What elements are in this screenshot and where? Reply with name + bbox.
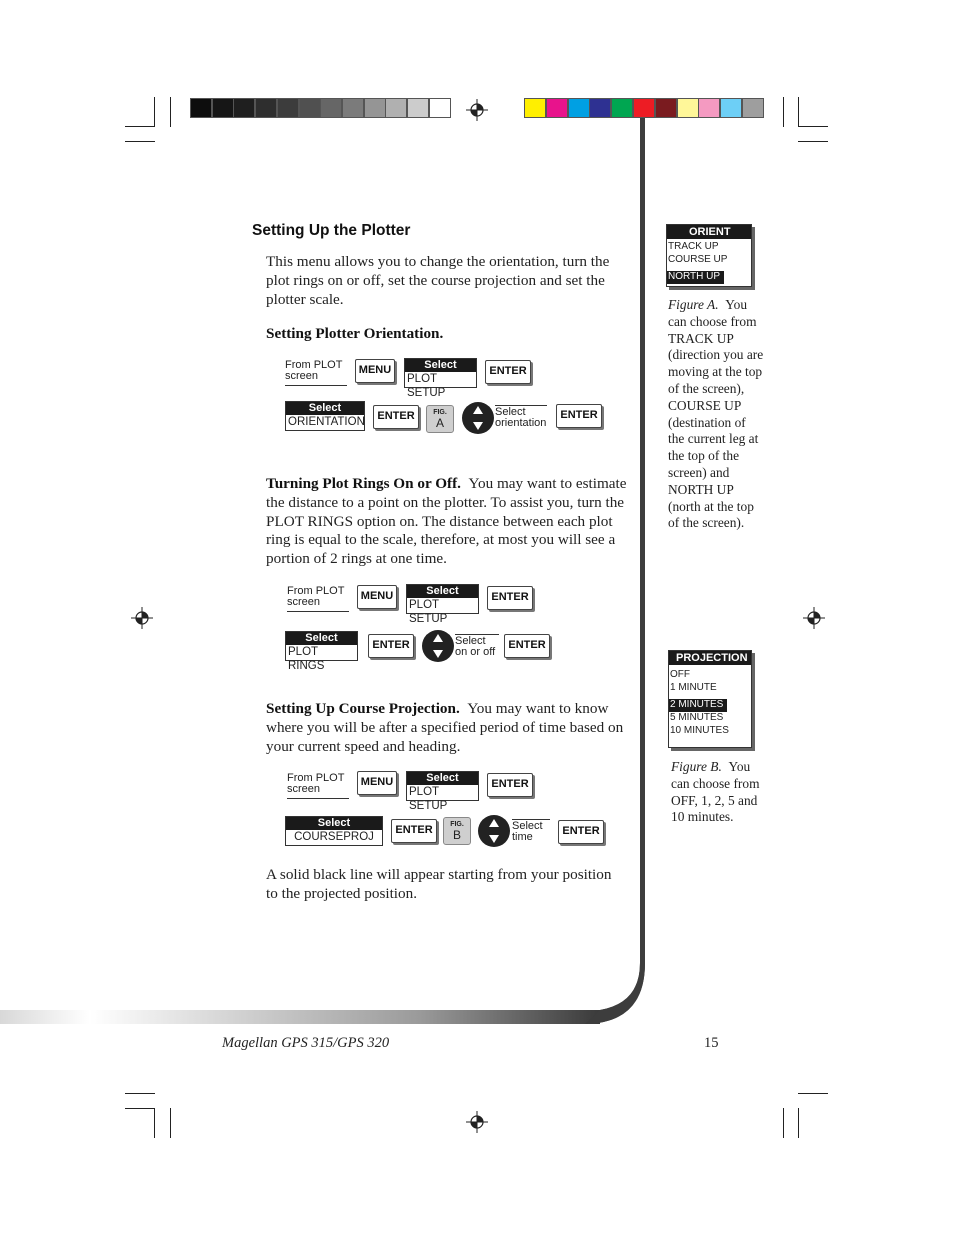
from-plot-label: From PLOT screen xyxy=(287,773,349,799)
orient-item: COURSE UP xyxy=(668,253,728,265)
menu-button[interactable]: MENU xyxy=(357,585,397,609)
plot-setup-option: PLOT SETUP xyxy=(409,599,448,625)
select-orientation-hint: Select orientation xyxy=(495,406,547,429)
enter-button[interactable]: ENTER xyxy=(373,405,419,429)
select-header: Select xyxy=(407,772,478,785)
gray-swatch xyxy=(364,98,386,118)
from-plot-label: From PLOT screen xyxy=(285,360,347,386)
orient-screen xyxy=(666,224,752,287)
crop-mark xyxy=(170,1108,171,1138)
gray-swatch xyxy=(385,98,407,118)
figure-a-caption xyxy=(668,297,764,532)
process-swatch xyxy=(568,98,590,118)
gray-swatch xyxy=(190,98,212,118)
crop-mark xyxy=(125,1108,155,1109)
select-header: Select xyxy=(286,817,382,830)
fig-letter: A xyxy=(435,416,444,430)
footer-product: Magellan GPS 315/GPS 320 xyxy=(222,1035,390,1051)
gray-swatch xyxy=(407,98,429,118)
orient-item: NORTH UP xyxy=(667,271,724,284)
select-courseproj-box xyxy=(285,816,383,846)
fig-tag: FIG. xyxy=(433,409,447,416)
menu-button[interactable]: MENU xyxy=(357,771,397,795)
crop-mark xyxy=(154,1108,155,1138)
orientation-option: ORIENTATION xyxy=(288,416,365,428)
figure-a-text: You can choose from TRACK UP (direction you are moving at the top of the screen), COURSE UP (destination of the current leg at the top of the screen) and NORTH UP (north at the top of the screen). xyxy=(668,297,764,531)
enter-button[interactable]: ENTER xyxy=(368,634,414,658)
gray-swatch xyxy=(233,98,255,118)
from-plot-label: From PLOT screen xyxy=(287,586,349,612)
figure-b-label: Figure B. xyxy=(671,759,722,774)
figure-a-badge xyxy=(426,405,454,433)
gray-swatch xyxy=(320,98,342,118)
up-down-arrow-dial-icon[interactable] xyxy=(462,402,494,434)
select-plot-setup-box xyxy=(406,584,479,625)
rings-paragraph xyxy=(266,475,634,569)
projection-item: 5 MINUTES xyxy=(670,712,724,723)
enter-button[interactable]: ENTER xyxy=(556,404,602,428)
process-swatch xyxy=(546,98,568,118)
figure-b-text: You can choose from OFF, 1, 2, 5 and 10 minutes. xyxy=(671,759,760,825)
up-down-arrow-dial-icon[interactable] xyxy=(478,815,510,847)
plot-setup-option: PLOT SETUP xyxy=(409,786,448,812)
registration-mark-icon xyxy=(466,1111,488,1133)
enter-button[interactable]: ENTER xyxy=(487,586,533,610)
crop-mark xyxy=(125,1093,155,1094)
fig-letter: B xyxy=(452,828,461,842)
process-swatch xyxy=(677,98,699,118)
process-swatch xyxy=(524,98,546,118)
plot-rings-option: PLOT RINGS xyxy=(288,646,325,672)
page-number: 15 xyxy=(704,1035,719,1051)
gray-swatch xyxy=(342,98,364,118)
figure-a-label: Figure A. xyxy=(668,297,719,312)
plot-setup-option: PLOT SETUP xyxy=(407,373,446,399)
closing-paragraph: A solid black line will appear starting from your position to the projected position. xyxy=(266,866,612,902)
gray-swatch xyxy=(429,98,451,118)
menu-button[interactable]: MENU xyxy=(355,359,395,383)
crop-mark xyxy=(798,1108,799,1138)
process-swatch xyxy=(720,98,742,118)
select-header: Select xyxy=(407,585,478,598)
process-swatch xyxy=(698,98,720,118)
gray-swatch xyxy=(277,98,299,118)
select-on-off-hint: Select on or off xyxy=(455,634,499,658)
select-plot-setup-box xyxy=(406,771,479,812)
crop-mark xyxy=(783,1108,784,1138)
gray-swatch xyxy=(212,98,234,118)
intro-paragraph: This menu allows you to change the orientation, turn the plot rings on or off, set the course projection and set the plotter scale. xyxy=(266,253,610,308)
process-swatch xyxy=(655,98,677,118)
enter-button[interactable]: ENTER xyxy=(391,819,437,843)
screen-title: ORIENT xyxy=(667,225,751,239)
projection-item: 1 MINUTE xyxy=(670,681,717,693)
projection-screen xyxy=(668,650,752,748)
rings-heading: Turning Plot Rings On or Off. xyxy=(266,475,461,492)
select-header: Select xyxy=(405,359,476,372)
orientation-heading: Setting Plotter Orientation. xyxy=(266,325,444,342)
process-swatch xyxy=(589,98,611,118)
enter-button[interactable]: ENTER xyxy=(558,820,604,844)
enter-button[interactable]: ENTER xyxy=(504,634,550,658)
crop-mark xyxy=(798,1093,828,1094)
projection-item: OFF xyxy=(670,669,690,680)
select-header: Select xyxy=(286,402,364,415)
section-title: Setting Up the Plotter xyxy=(252,222,411,239)
enter-button[interactable]: ENTER xyxy=(487,773,533,797)
process-swatch xyxy=(742,98,764,118)
courseproj-option: COURSEPROJ xyxy=(294,831,374,843)
figure-b-caption xyxy=(671,759,761,826)
projection-text: You may want to know where you will be after a specified period of time based on your current speed and heading. xyxy=(266,700,624,755)
projection-item: 10 MINUTES xyxy=(670,724,729,736)
up-down-arrow-dial-icon[interactable] xyxy=(422,630,454,662)
process-swatch xyxy=(633,98,655,118)
projection-item: 2 MINUTES xyxy=(669,699,727,712)
gray-swatch xyxy=(255,98,277,118)
select-orientation-box xyxy=(285,401,365,431)
fig-tag: FIG. xyxy=(450,821,464,828)
gray-swatch xyxy=(299,98,321,118)
projection-heading: Setting Up Course Projection. xyxy=(266,700,460,717)
orient-item: TRACK UP xyxy=(668,241,719,252)
select-plot-rings-box xyxy=(285,631,358,672)
rings-text: You may want to estimate the distance to a point on the plotter. To assist you, turn the PLOT RINGS option on. The distance between each plot ring is equal to the scale, therefore, at most you will see a portion of 2 rings at one time. xyxy=(266,475,627,568)
select-plot-setup-box xyxy=(404,358,477,399)
screen-title: PROJECTION xyxy=(669,651,751,665)
select-time-hint: Select time xyxy=(512,819,550,843)
select-header: Select xyxy=(286,632,357,645)
process-swatch xyxy=(611,98,633,118)
enter-button[interactable]: ENTER xyxy=(485,360,531,384)
projection-paragraph xyxy=(266,700,628,756)
figure-b-badge xyxy=(443,817,471,845)
